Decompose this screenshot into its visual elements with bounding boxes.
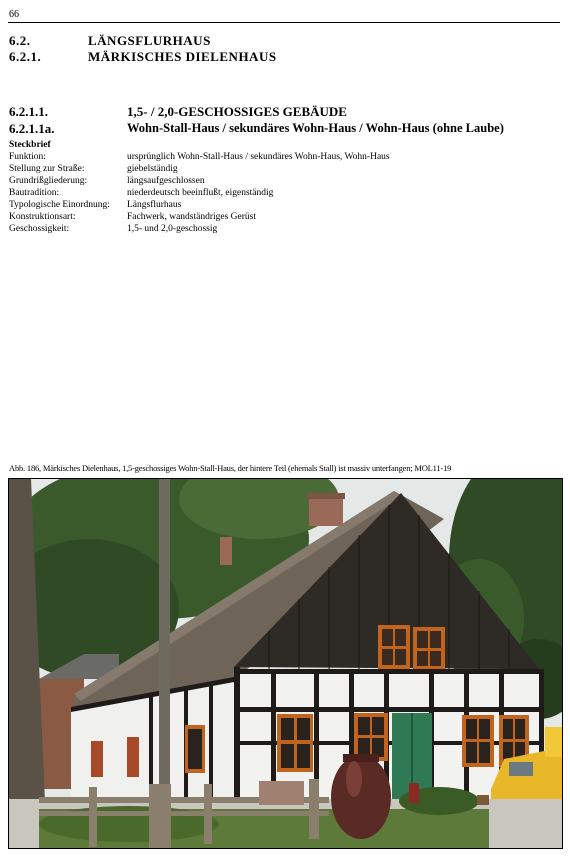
factsheet-value: 1,5- und 2,0-geschossig bbox=[127, 224, 218, 234]
heading-number: 6.2. bbox=[9, 33, 31, 48]
heading-title: 1,5- / 2,0-GESCHOSSIGES GEBÄUDE bbox=[127, 104, 347, 119]
factsheet-key: Grundrißgliederung: bbox=[9, 176, 88, 186]
factsheet-value: Fachwerk, wandständriges Gerüst bbox=[127, 212, 257, 222]
heading-title: MÄRKISCHES DIELENHAUS bbox=[88, 49, 277, 64]
page-number: 66 bbox=[9, 9, 19, 20]
chimney bbox=[220, 537, 232, 565]
heading-number: 6.2.1. bbox=[9, 49, 42, 64]
window bbox=[462, 715, 494, 767]
factsheet-value: ursprünglich Wohn-Stall-Haus / sekundäres Wohn-Haus, Wohn-Haus bbox=[127, 152, 390, 162]
window bbox=[354, 713, 388, 761]
factsheet-value: Längsflurhaus bbox=[127, 200, 182, 210]
factsheet-key: Konstruktionsart: bbox=[9, 212, 76, 222]
window bbox=[185, 725, 205, 773]
window bbox=[277, 714, 313, 772]
heading-number: 6.2.1.1a. bbox=[9, 121, 55, 136]
factsheet-value: längsaufgeschlossen bbox=[127, 176, 205, 186]
window bbox=[378, 625, 410, 669]
factsheet-value: giebelständig bbox=[127, 164, 178, 174]
factsheet-title: Steckbrief bbox=[9, 140, 51, 150]
factsheet-key: Typologische Einordnung: bbox=[9, 200, 110, 210]
factsheet-key: Bautradition: bbox=[9, 188, 60, 198]
heading-title: Wohn-Stall-Haus / sekundäres Wohn-Haus / Wohn-Haus (ohne Laube) bbox=[127, 121, 504, 135]
figure-caption: Abb. 186, Märkisches Dielenhaus, 1,5-geschossiges Wohn-Stall-Haus, der hintere Teil (ehemals Stall) ist massiv unterfangen; MOL11-19 bbox=[9, 463, 452, 473]
factsheet-value: niederdeutsch beeinflußt, eigenständig bbox=[127, 188, 274, 198]
house-photo bbox=[8, 478, 563, 849]
window bbox=[413, 627, 445, 670]
factsheet-key: Geschossigkeit: bbox=[9, 224, 70, 234]
factsheet-key: Stellung zur Straße: bbox=[9, 164, 85, 174]
heading-number: 6.2.1.1. bbox=[9, 104, 48, 119]
header-rule bbox=[8, 22, 560, 23]
chimney bbox=[309, 496, 343, 526]
factsheet-key: Funktion: bbox=[9, 152, 46, 162]
heading-title: LÄNGSFLURHAUS bbox=[88, 33, 211, 48]
